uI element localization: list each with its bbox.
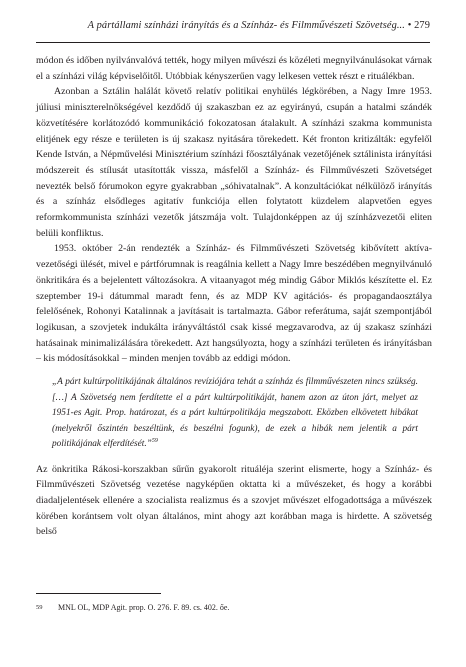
- footnote-text: MNL OL, MDP Agit. prop. O. 276. F. 89. cs. 402. őe.: [58, 603, 230, 612]
- running-header: [0, 20, 466, 31]
- footnote-reference[interactable]: 59: [151, 437, 158, 444]
- paragraph: Az önkritika Rákosi-korszakban sűrűn gyakorolt rituáléja szerint elismerte, hogy a Színház- és Filmművészeti Szövetség vezetése nagyképűen oktatta ki a művészeket, és hogy a korábbi diadaljelentések ellenére a szocialista realizmus és a szovjet művészet elfogadottsága a művészek körében korántsem volt olyan általános, mint ahogy azt korábban maga is hirdette. A szövetség belső: [36, 463, 432, 538]
- footnote: [36, 602, 229, 613]
- paragraph: 1953. október 2-án rendezték a Színház- és Filmművészeti Szövetség kibővített aktíva-vezetőségi ülését, mivel e pártfórumnak is reagálnia kellett a Nagy Imre beszédében megnyilvánuló önkritikára és a bejelentett változásokra. A vitaanyagot még mindig Gábor Miklós készítette el. Ez szeptember 19-i dátummal maradt fenn, és az MDP KV agitációs- és propagandaosztálya felelősének, Rohonyi Katalinnak a javításait is tartalmazta. Gábor referátuma, saját szempontjából logikusan, a szovjetek indukálta irányváltástól csak kissé megzavarodva, az új szakasz színházi hatásainak minimalizálására törekedett. Azt hangsúlyozta, hogy a színházi területen és irányításban – kis módosításokkal – minden menjen tovább az eddigi módon.: [36, 243, 432, 365]
- header-rule: [36, 42, 430, 43]
- running-header-title: A pártállami színházi irányítás és a Színház- és Filmművészeti Szövetség...: [87, 20, 405, 31]
- body-text: [36, 53, 432, 540]
- paragraph-continued: módon és időben nyilvánvalóvá tették, hogy milyen művészi és közéleti megnyilvánulásokat várnak el a színházi világ képviselőitől. Utóbbiak kényszerűen vagy lelkesen vettek részt e rituálékban.: [36, 55, 432, 82]
- footnote-rule: [36, 593, 161, 594]
- block-quote: [52, 375, 418, 453]
- footnote-number: 59: [36, 604, 43, 611]
- header-bullet: •: [407, 20, 412, 31]
- page-number: 279: [414, 20, 430, 31]
- paragraph: Azonban a Sztálin halálát követő relatív politikai enyhülés légkörében, a Nagy Imre 1953. júliusi miniszterelnökségével kezdődő új szakaszban ez az egyirányú, csupán a hatalmi szándék közvetítésére korlátozódó kommunikáció fokozatosan átalakult. A színházi szakma kommunista elitjének egy része e területen is új szakasz nyitására törekedett. Két fronton kritizálták: egyfelől Kende István, a Népművelési Minisztérium színházi főosztályának vezetőjének sztálinista irányítási módszereit és stílusát utasították vissza, másfelől a Színház- és Filmművészeti Szövetséget nevezték belső fórumokon egyre gyakrabban „sóhivatalnak”. A konzultációkat nélkülöző irányítás és a színház elsődleges agitatív funkciója ellen folytatott küzdelem alapvetően egyes reformkommunista színházi vezetők játszmája volt. Tulajdonképpen az új színházvezetői eliten belüli konfliktus.: [36, 86, 432, 239]
- block-quote-text: „A párt kultúrpolitikájának általános revíziójára tehát a színház és filmművészeten nincs szükség. […] A Szövetség nem ferdítette el a párt kultúrpolitikáját, hanem azon az úton járt, melyet az 1951-es Agit. Prop. határozat, és a párt kultúrpolitikája megszabott. Eközben elkövetett hibákat (melyekről őszintén beszéltünk, és beszélni fogunk), de ezek a hibák nem jelentik a párt politikájának elferdítését.”: [52, 377, 418, 450]
